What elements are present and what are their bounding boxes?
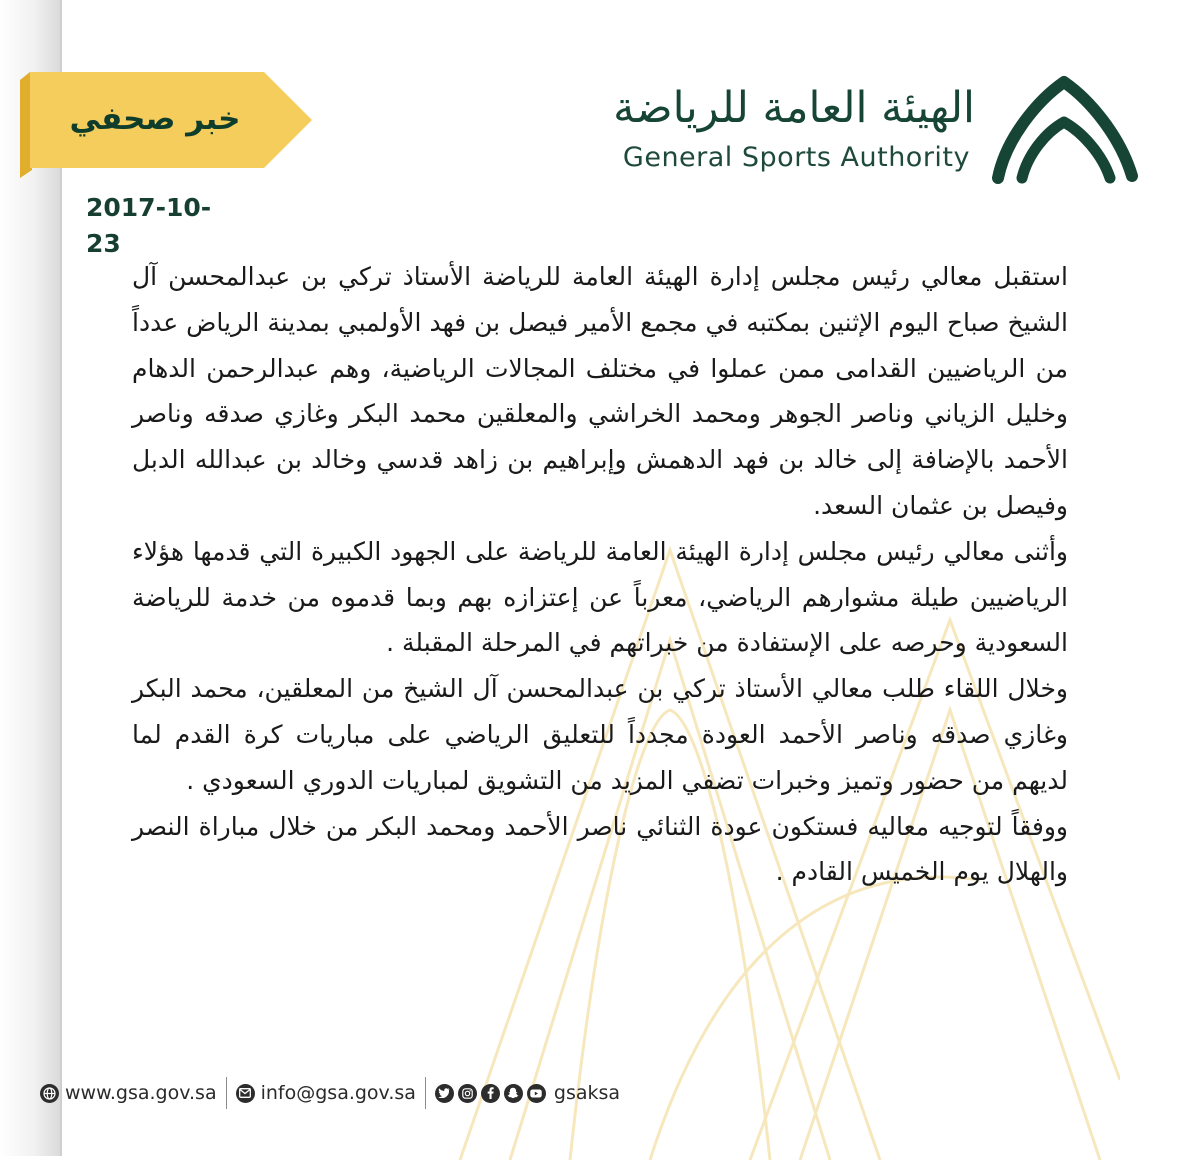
website-link[interactable]: www.gsa.gov.sa [65, 1082, 217, 1104]
facebook-icon[interactable] [481, 1084, 500, 1103]
paragraph: وأثنى معالي رئيس مجلس إدارة الهيئة العامة للرياضة على الجهود الكبيرة التي قدمها هؤلاء الرياضيين طيلة مشوارهم الرياضي، معرباً عن إعتزازه بهم وبما قدموه من خدمة للرياضة السعودية وحرصه على الإستفادة من خبراتهم في المرحلة المقبلة . [132, 536, 1068, 658]
twitter-icon[interactable] [435, 1084, 454, 1103]
paragraph: استقبل معالي رئيس مجلس إدارة الهيئة العامة للرياضة الأستاذ تركي بن عبدالمحسن آل الشيخ صباح اليوم الإثنين بمكتبه في مجمع الأمير فيصل بن فهد الأولمبي بمدينة الرياض عدداً من الرياضيين القدامى ممن عملوا في مختلف المجالات الرياضية، وهم عبدالرحمن الدهام وخليل الزياني وناصر الجوهر ومحمد الخراشي والمعلقين محمد البكر وغازي صدقه وناصر الأحمد بالإضافة إلى خالد بن فهد الدهمش وإبراهيم بن زاهد قدسي وخالد بن عبدالله الدبل وفيصل بن عثمان السعد. [132, 262, 1068, 520]
email-link[interactable]: info@gsa.gov.sa [260, 1082, 416, 1104]
paragraph: ووفقاً لتوجيه معاليه فستكون عودة الثنائي ناصر الأحمد ومحمد البكر من خلال مباراة النصر والهلال يوم الخميس القادم . [132, 811, 1068, 887]
snapchat-icon[interactable] [504, 1084, 523, 1103]
divider [425, 1077, 426, 1109]
email-contact[interactable] [236, 1082, 416, 1104]
paragraph: وخلال اللقاء طلب معالي الأستاذ تركي بن عبدالمحسن آل الشيخ من المعلقين، محمد البكر وغازي صدقه وناصر الأحمد العودة مجدداً للتعليق الرياضي على مباريات كرة القدم لما لديهم من حضور وتميز وخبرات تضفي المزيد من التشويق لمباريات الدوري السعودي . [132, 674, 1068, 795]
social-handle[interactable]: gsaksa [553, 1082, 621, 1104]
org-name-arabic: الهيئة العامة للرياضة [613, 83, 975, 133]
instagram-icon[interactable] [458, 1084, 477, 1103]
envelope-icon [236, 1084, 255, 1103]
press-date: 2017-10-23 [86, 193, 212, 258]
divider [226, 1077, 227, 1109]
news-badge-label: خبر صحفي [69, 101, 241, 137]
youtube-icon[interactable] [527, 1084, 546, 1103]
globe-icon [40, 1084, 59, 1103]
org-name-english: General Sports Authority [622, 142, 970, 173]
website-contact[interactable] [40, 1082, 217, 1104]
gsa-logo-icon [992, 74, 1140, 184]
press-release-body [132, 254, 1068, 895]
social-contact[interactable] [435, 1082, 620, 1104]
contact-footer [40, 1074, 680, 1112]
